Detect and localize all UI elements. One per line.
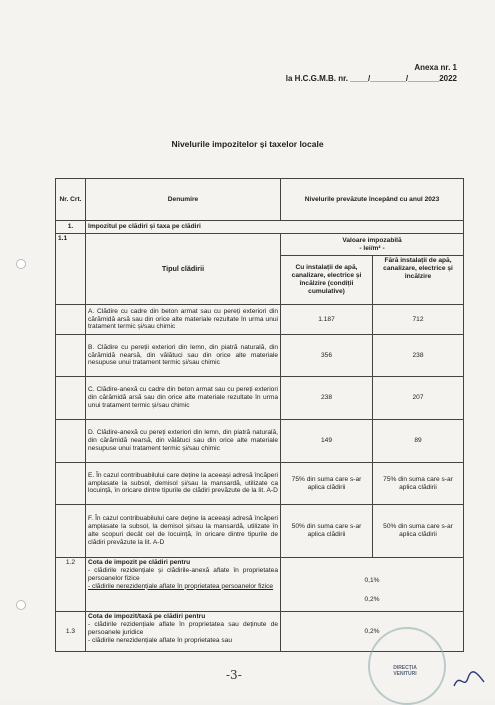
- section-label: Impozitul pe clădiri și taxa pe clădiri: [86, 221, 464, 234]
- row-description: D. Clădire-anexă cu pereți exteriori din lemn, din piatră naturală, din cărămidă nearsă, din vălătuci sau din orice alte materiale nesupuse unui tratament termic și/sau chimic: [86, 420, 281, 463]
- row-values: [281, 558, 464, 612]
- valoare-impozabila: [281, 234, 464, 256]
- table-header-row: [56, 179, 464, 221]
- table-row: [56, 463, 464, 505]
- row-value-fara: 712: [373, 305, 464, 335]
- row-item: - clădirile rezidențiale aflate în proprietatea sau deținute de persoanele juridice: [88, 620, 278, 636]
- row-value-cu: 238: [281, 377, 373, 420]
- subsection-header-row: [56, 234, 464, 256]
- row-description: [86, 558, 281, 612]
- header-nr: Nr. Crt.: [56, 179, 86, 221]
- punch-hole: [16, 259, 26, 269]
- row-value-cu: 50% din suma care s-ar aplica clădirii: [281, 505, 373, 558]
- table-row: [56, 377, 464, 420]
- row-value: 0,2%: [364, 627, 380, 635]
- subsection-nr: 1.1: [56, 234, 86, 305]
- row-value-cu: 149: [281, 420, 373, 463]
- row-value-fara: 50% din suma care s-ar aplica clădirii: [373, 505, 464, 558]
- signature: [452, 668, 486, 692]
- row-nr: 1.2: [56, 558, 86, 612]
- row-title: Cota de impozit/taxă pe clădiri pentru: [88, 613, 206, 620]
- table-row: [56, 335, 464, 377]
- row-value-fara: 89: [373, 420, 464, 463]
- annex-reference: la H.C.G.M.B. nr. ____/________/_______2022: [285, 74, 457, 83]
- row-value-cu: 75% din suma care s-ar aplica clădirii: [281, 463, 373, 505]
- subsection-tip: Tipul clădirii: [86, 234, 281, 305]
- header-niveluri: Nivelurile prevăzute începând cu anul 2023: [281, 179, 464, 221]
- row-value-fara: 238: [373, 335, 464, 377]
- col-cu-instalatii: Cu instalații de apă, canalizare, electrice și încălzire (condiții cumulative): [281, 256, 373, 305]
- col-fara-instalatii: Fără instalații de apă, canalizare, electrice și încălzire: [373, 256, 464, 305]
- stamp-text: DIRECȚIA VENITURI: [393, 665, 417, 677]
- punch-hole: [16, 600, 26, 610]
- table-row: [56, 505, 464, 558]
- row-description: E. În cazul contribuabilului care deține la aceeași adresă încăperi amplasate la subsol, demisol și/sau la mansardă, utilizate ca locuință, în oricare dintre tipurile de clădiri prevăzute de la lit. A-D: [86, 463, 281, 505]
- row-value: 0,2%: [364, 595, 380, 603]
- row-description: F. În cazul contribuabilului care deține la aceeași adresă încăperi amplasate la subsol, la demisol și/sau la mansardă, utilizate în alte scopuri decât cel de locuință, în oricare dintre tipurile de clădiri prevăzute la lit. A-D: [86, 505, 281, 558]
- row-value-fara: 75% din suma care s-ar aplica clădirii: [373, 463, 464, 505]
- row-item: - clădirile nerezidențiale aflate în proprietatea sau: [88, 636, 233, 644]
- row-item: - clădirile rezidențiale și clădirile-anexă aflate în proprietatea persoanelor fizice: [88, 566, 278, 582]
- row-description: B. Clădire cu pereții exteriori din lemn, din piatră naturală, din cărămidă nearsă, din vălătuci sau din orice alte materiale nesupuse unui tratament termic și/sau chimic: [86, 335, 281, 377]
- document-title: Nivelurile impozitelor și taxelor locale: [171, 139, 324, 149]
- table-row: [56, 558, 464, 612]
- row-description: [86, 612, 281, 652]
- header-denumire: Denumire: [86, 179, 281, 221]
- row-value: 0,1%: [364, 577, 380, 584]
- row-nr: 1.3: [56, 612, 86, 652]
- row-description: C. Clădire-anexă cu cadre din beton armat sau cu pereți exteriori din cărămidă arsă sau din orice alte materiale rezultate în urma unui tratament termic și/sau chimic: [86, 377, 281, 420]
- table-row: [56, 305, 464, 335]
- section-row: [56, 221, 464, 234]
- section-nr: 1.: [56, 221, 86, 234]
- valoare-unit: - lei/m² -: [359, 244, 385, 252]
- table-row: [56, 420, 464, 463]
- row-value-cu: 356: [281, 335, 373, 377]
- row-item: - clădirile nerezidențiale aflate în proprietatea persoanelor fizice: [88, 582, 274, 590]
- row-value-fara: 207: [373, 377, 464, 420]
- row-title: Cota de impozit pe clădiri pentru: [88, 559, 191, 566]
- row-description: A. Clădire cu cadre din beton armat sau cu pereți exteriori din cărămidă arsă sau din orice alte materiale rezultate în urma unui tratament termic și/sau chimic: [86, 305, 281, 335]
- tax-table: [55, 178, 464, 652]
- page-number: -3-: [226, 668, 242, 682]
- annex-number: Anexa nr. 1: [414, 63, 457, 72]
- row-value-cu: 1.187: [281, 305, 373, 335]
- valoare-label: Valoare impozabilă: [342, 236, 402, 244]
